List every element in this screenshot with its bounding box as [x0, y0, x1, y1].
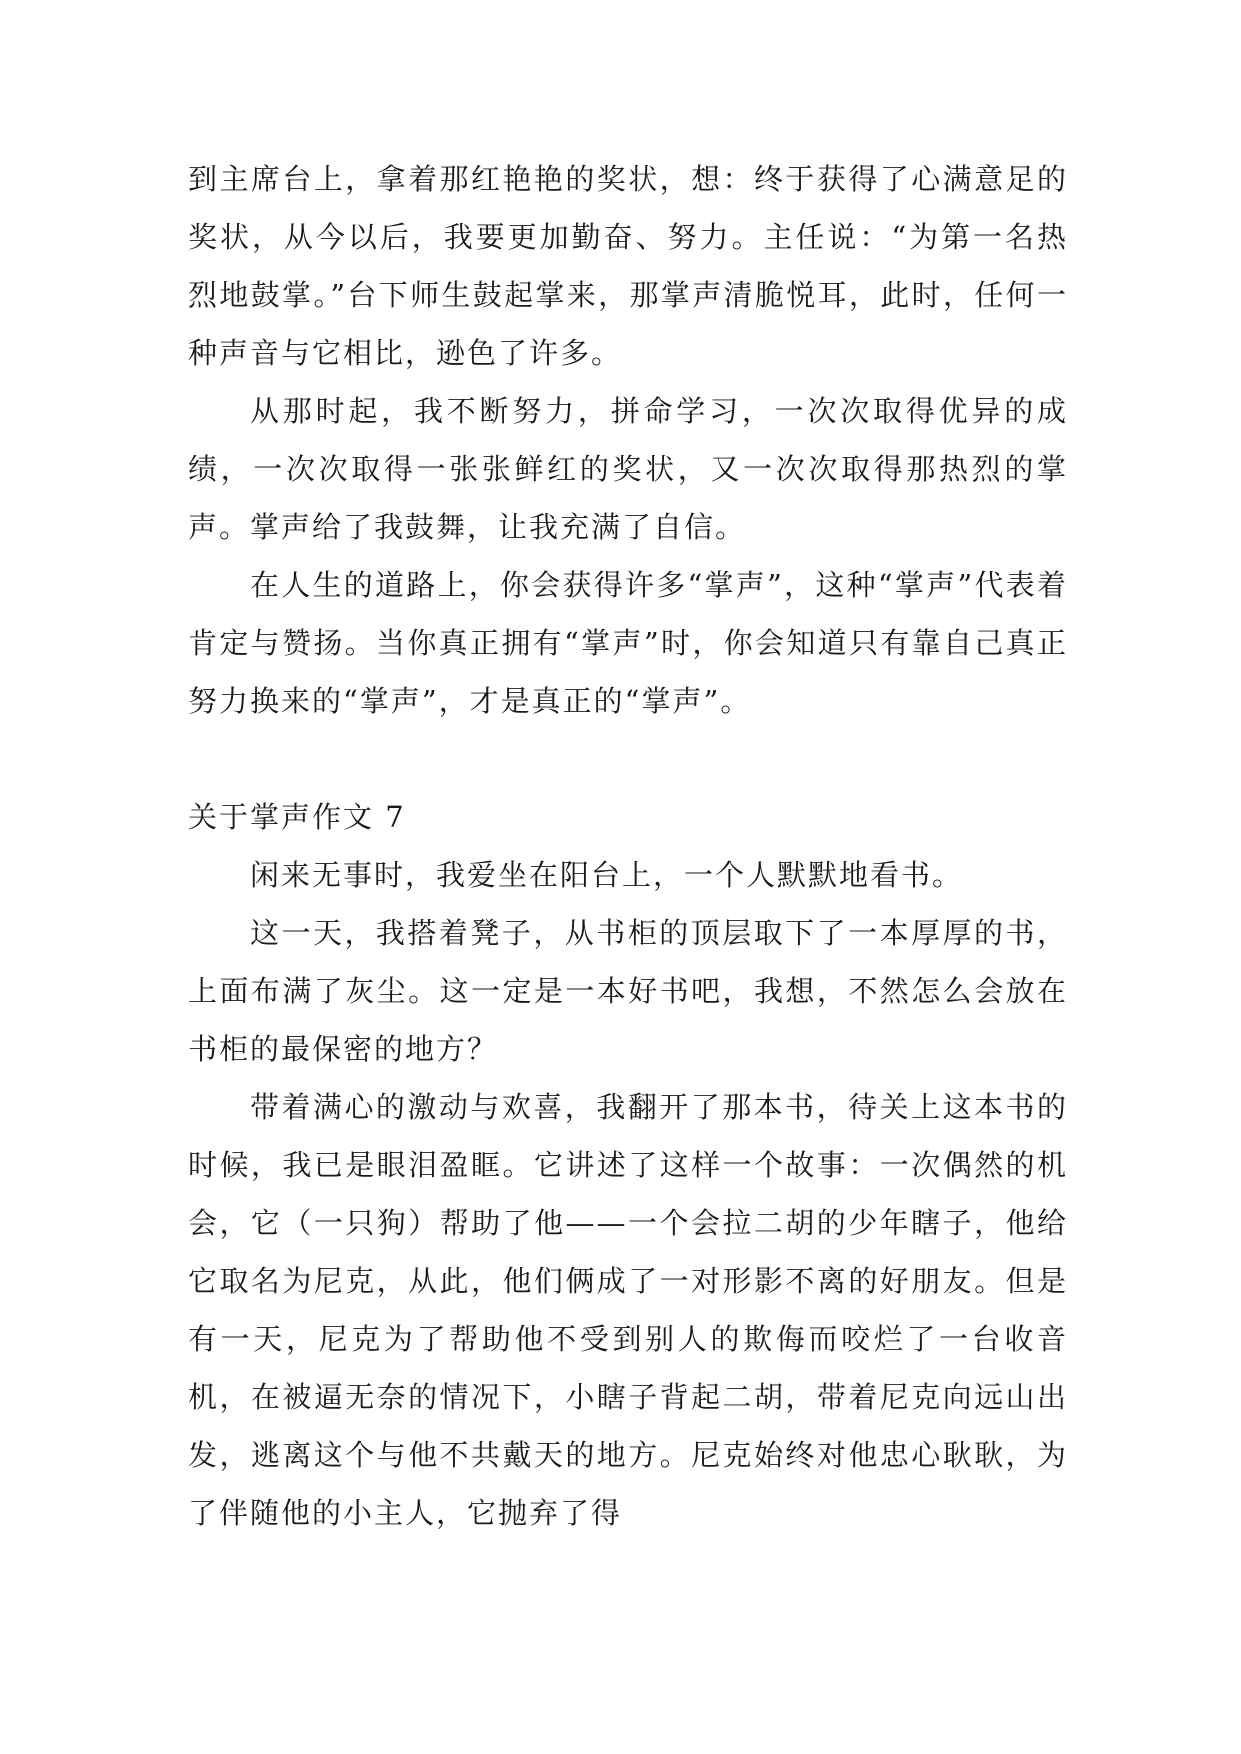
paragraph: 到主席台上，拿着那红艳艳的奖状，想：终于获得了心满意足的奖状，从今以后，我要更加勤奋、努力。主任说：“为第一名热烈地鼓掌。”台下师生鼓起掌来，那掌声清脆悦耳，此时，任何一种声音与它相比，逊色了许多。	[188, 162, 1068, 370]
section-title: 关于掌声作文 7	[188, 800, 406, 834]
paragraph: 从那时起，我不断努力，拼命学习，一次次取得优异的成绩，一次次取得一张张鲜红的奖状，又一次次取得那热烈的掌声。掌声给了我鼓舞，让我充满了自信。	[188, 394, 1068, 544]
section-gap	[188, 730, 1068, 788]
paragraph: 带着满心的激动与欢喜，我翻开了那本书，待关上这本书的时候，我已是眼泪盈眶。它讲述了这样一个故事：一次偶然的机会，它（一只狗）帮助了他——一个会拉二胡的少年瞎子，他给它取名为尼克，从此，他们俩成了一对形影不离的好朋友。但是有一天，尼克为了帮助他不受到别人的欺侮而咬烂了一台收音机，在被逼无奈的情况下，小瞎子背起二胡，带着尼克向远山出发，逃离这个与他不共戴天的地方。尼克始终对他忠心耿耿，为了伴随他的小主人，它抛弃了得	[188, 1090, 1068, 1530]
paragraph: 这一天，我搭着凳子，从书柜的顶层取下了一本厚厚的书，上面布满了灰尘。这一定是一本好书吧，我想，不然怎么会放在书柜的最保密的地方？	[188, 916, 1068, 1066]
paragraph: 闲来无事时，我爱坐在阳台上，一个人默默地看书。	[250, 858, 964, 892]
paragraph: 在人生的道路上，你会获得许多“掌声”，这种“掌声”代表着肯定与赞扬。当你真正拥有“掌声”时，你会知道只有靠自己真正努力换来的“掌声”，才是真正的“掌声”。	[188, 568, 1068, 718]
document-page	[188, 150, 1068, 1542]
